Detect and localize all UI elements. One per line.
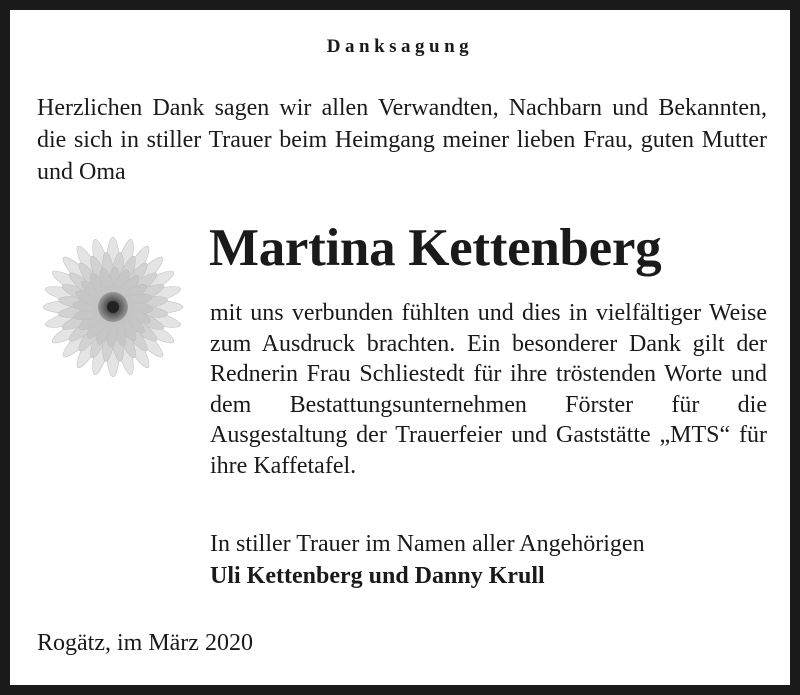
intro-text: Herzlichen Dank sagen wir allen Verwandten, Nachbarn und Bekannten, die sich in stiller Trauer beim Heimgang meiner lieben Frau, guten Mutter und Oma [37,95,767,185]
deceased-name: Martina Kettenberg [209,219,662,277]
signature-line: In stiller Trauer im Namen aller Angehörigen [210,531,645,557]
body-text: mit uns verbunden fühlten und dies in vielfältiger Weise zum Ausdruck brachten. Ein besonderer Dank gilt der Rednerin Frau Schliestedt für ihre tröstenden Worte und dem Bestattungsunternehmen Förster für die Ausgestaltung der Trauerfeier und Gaststätte „MTS“ für ihre Kaffetafel. [210,300,767,479]
place-date: Rogätz, im März 2020 [37,630,253,656]
signature-block [210,528,645,592]
signature-names: Uli Kettenberg und Danny Krull [210,563,545,589]
gerbera-flower-icon [36,237,188,380]
notice-heading: Danksagung [326,36,474,57]
obituary-notice [10,10,790,685]
